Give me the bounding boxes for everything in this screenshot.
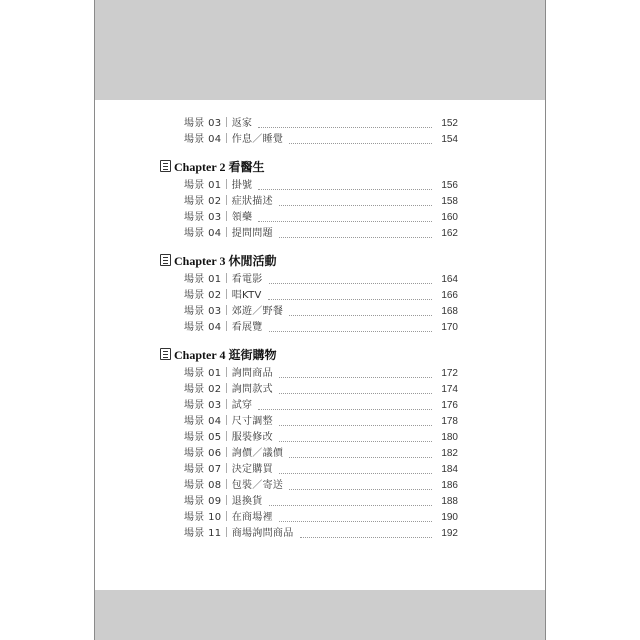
- toc-entry-page: 178: [441, 416, 458, 427]
- top-gray-band: [94, 0, 545, 100]
- dot-leader: [258, 189, 432, 190]
- dot-leader: [279, 205, 432, 206]
- chapter-heading: [160, 344, 458, 364]
- toc-entry: [160, 462, 458, 478]
- dot-leader: [269, 331, 432, 332]
- toc-entry: [160, 510, 458, 526]
- toc-entry-label: 場景 01｜掛號: [184, 180, 253, 191]
- book-icon: [160, 348, 171, 360]
- dot-leader: [279, 237, 432, 238]
- toc-entry-page: 188: [441, 496, 458, 507]
- toc-entry-page: 186: [441, 480, 458, 491]
- toc-entry-page: 174: [441, 384, 458, 395]
- toc-entry-page: 158: [441, 196, 458, 207]
- book-icon: [160, 160, 171, 172]
- toc-entry-label: 場景 03｜郊遊／野餐: [184, 306, 284, 317]
- toc-entry: [160, 304, 458, 320]
- chapter-title: Chapter 3 休閒活動: [174, 253, 277, 268]
- dot-leader: [269, 505, 432, 506]
- chapter-title: Chapter 4 逛街購物: [174, 347, 277, 362]
- toc-entry-label: 場景 06｜詢價／議價: [184, 448, 284, 459]
- dot-leader: [258, 409, 432, 410]
- toc-entry-label: 場景 04｜看展覽: [184, 322, 263, 333]
- dot-leader: [279, 521, 432, 522]
- dot-leader: [258, 221, 432, 222]
- toc-entry-label: 場景 11｜商場詢問商品: [184, 528, 294, 539]
- toc-entry: [160, 478, 458, 494]
- bottom-gray-band: [94, 590, 545, 640]
- toc-entry-page: 180: [441, 432, 458, 443]
- toc-entry: [160, 414, 458, 430]
- dot-leader: [300, 537, 432, 538]
- toc-entry-label: 場景 10｜在商場裡: [184, 512, 273, 523]
- toc-entry: [160, 526, 458, 542]
- toc-entry-page: 164: [441, 274, 458, 285]
- toc-entry-page: 192: [441, 528, 458, 539]
- toc-entry-label: 場景 01｜詢問商品: [184, 368, 273, 379]
- dot-leader: [269, 283, 432, 284]
- chapter-heading: [160, 156, 458, 176]
- toc-entry-label: 場景 04｜作息／睡覺: [184, 134, 284, 145]
- toc-entry-page: 184: [441, 464, 458, 475]
- toc-entry-label: 場景 02｜症狀描述: [184, 196, 273, 207]
- toc-entry: [160, 210, 458, 226]
- toc-entry-page: 172: [441, 368, 458, 379]
- toc-entry-page: 152: [441, 118, 458, 129]
- toc-entry-label: 場景 02｜詢問款式: [184, 384, 273, 395]
- dot-leader: [279, 473, 432, 474]
- page-right-edge: [545, 0, 546, 640]
- toc-entry-label: 場景 04｜尺寸調整: [184, 416, 273, 427]
- chapter-title: Chapter 2 看醫生: [174, 159, 265, 174]
- toc-entry: [160, 194, 458, 210]
- dot-leader: [279, 425, 432, 426]
- toc-entry-label: 場景 03｜返家: [184, 118, 253, 129]
- toc-entry-page: 190: [441, 512, 458, 523]
- toc-entry: [160, 132, 458, 148]
- book-icon: [160, 254, 171, 266]
- dot-leader: [268, 299, 432, 300]
- dot-leader: [289, 143, 432, 144]
- toc-entry-page: 162: [441, 228, 458, 239]
- toc-entry: [160, 382, 458, 398]
- dot-leader: [279, 377, 432, 378]
- toc-entry-label: 場景 08｜包裝／寄送: [184, 480, 284, 491]
- toc-entry-page: 160: [441, 212, 458, 223]
- toc-entry-label: 場景 01｜看電影: [184, 274, 263, 285]
- chapter-heading: [160, 250, 458, 270]
- toc-entry: [160, 366, 458, 382]
- toc-entry: [160, 226, 458, 242]
- toc-entry: [160, 272, 458, 288]
- toc-entry-page: 182: [441, 448, 458, 459]
- toc-entry: [160, 446, 458, 462]
- toc-entry: [160, 288, 458, 304]
- toc-entry-label: 場景 03｜試穿: [184, 400, 253, 411]
- toc-entry-label: 場景 05｜服裝修改: [184, 432, 273, 443]
- table-of-contents: [160, 116, 458, 542]
- dot-leader: [289, 457, 432, 458]
- toc-entry-page: 170: [441, 322, 458, 333]
- toc-entry-label: 場景 09｜退換貨: [184, 496, 263, 507]
- toc-entry-label: 場景 04｜提問問題: [184, 228, 273, 239]
- toc-entry: [160, 116, 458, 132]
- dot-leader: [279, 393, 432, 394]
- toc-entry-page: 154: [441, 134, 458, 145]
- toc-entry: [160, 398, 458, 414]
- toc-entry-page: 176: [441, 400, 458, 411]
- toc-entry: [160, 430, 458, 446]
- toc-entry-label: 場景 03｜領藥: [184, 212, 253, 223]
- dot-leader: [279, 441, 432, 442]
- dot-leader: [289, 489, 432, 490]
- dot-leader: [289, 315, 432, 316]
- toc-entry-page: 168: [441, 306, 458, 317]
- toc-entry: [160, 320, 458, 336]
- page-left-edge: [94, 0, 95, 640]
- toc-entry: [160, 178, 458, 194]
- toc-entry: [160, 494, 458, 510]
- dot-leader: [258, 127, 432, 128]
- toc-entry-page: 166: [441, 290, 458, 301]
- toc-entry-label: 場景 07｜決定購買: [184, 464, 273, 475]
- toc-entry-label: 場景 02｜唱KTV: [184, 290, 262, 301]
- toc-entry-page: 156: [441, 180, 458, 191]
